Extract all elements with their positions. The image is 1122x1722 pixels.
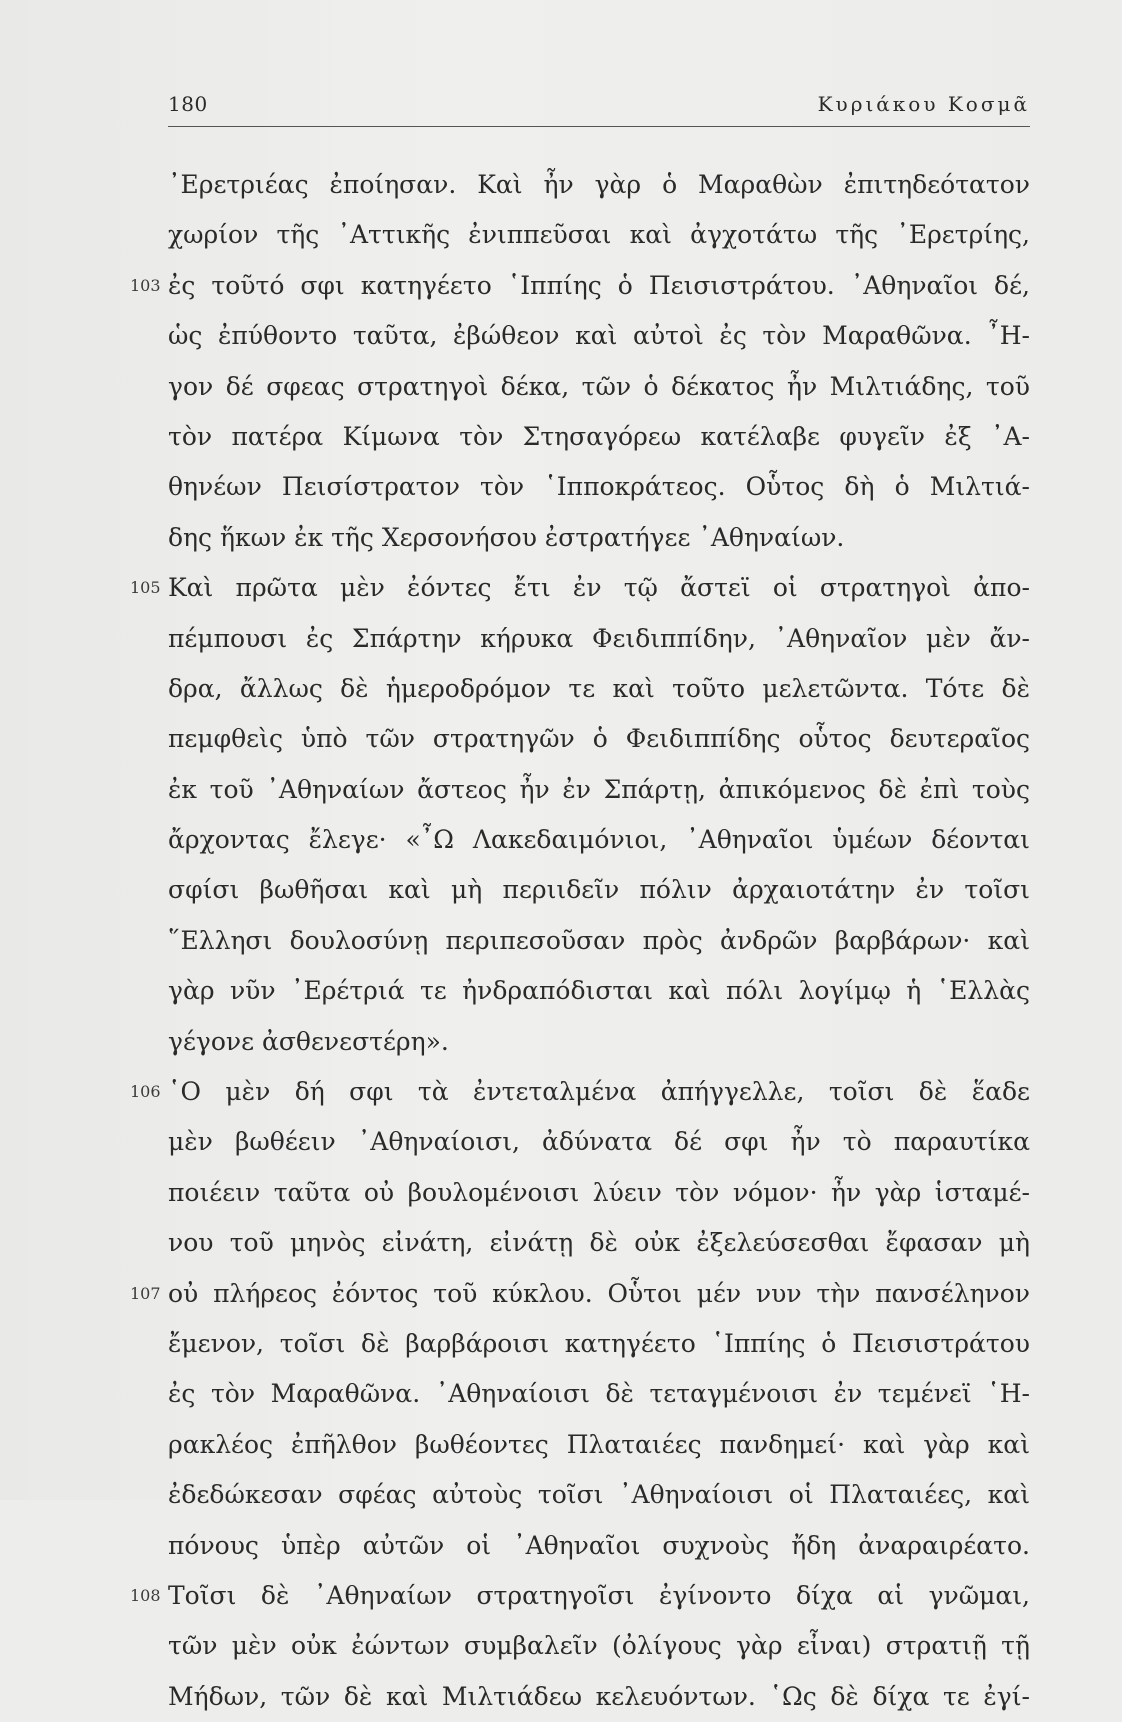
line-text: ἐδεδώκεσαν σφέας αὐτοὺς τοῖσι ᾿Αθηναίοισι οἱ Πλαταιέες, καὶ bbox=[168, 1480, 1030, 1510]
text-line bbox=[168, 1117, 1030, 1167]
line-text: ἐς τοῦτό σφι κατηγέετο ῾Ιππίης ὁ Πεισιστράτου. ᾿Αθηναῖοι δέ, bbox=[168, 270, 1030, 300]
line-text: δης ἥκων ἐκ τῆς Χερσονήσου ἐστρατήγεε ᾿Αθηναίων. bbox=[168, 522, 845, 552]
text-line bbox=[130, 1067, 1030, 1117]
line-text: ἐς τὸν Μαραθῶνα. ᾿Αθηναίοισι δὲ τεταγμένοισι ἐν τεμένεϊ ῾Η- bbox=[168, 1379, 1030, 1409]
text-line bbox=[168, 1017, 1030, 1067]
text-line bbox=[168, 1621, 1030, 1671]
section-number: 107 bbox=[130, 1283, 161, 1303]
running-head: Κυριάκου Κοσμᾶ bbox=[817, 92, 1030, 116]
text-line bbox=[168, 1672, 1030, 1722]
line-text: σφίσι βωθῆσαι καὶ μὴ περιιδεῖν πόλιν ἀρχαιοτάτην ἐν τοῖσι bbox=[168, 875, 1030, 905]
text-line bbox=[168, 362, 1030, 412]
section-number: 108 bbox=[130, 1585, 161, 1605]
line-text: τῶν μὲν οὐκ ἐώντων συμβαλεῖν (ὀλίγους γὰρ εἶναι) στρατιῇ τῇ bbox=[168, 1631, 1030, 1661]
line-text: ὡς ἐπύθοντο ταῦτα, ἐβώθεον καὶ αὐτοὶ ἐς τὸν Μαραθῶνα. ῏Η- bbox=[168, 321, 1030, 351]
line-text: ἐκ τοῦ ᾿Αθηναίων ἄστεος ἦν ἐν Σπάρτῃ, ἀπικόμενος δὲ ἐπὶ τοὺς bbox=[168, 774, 1030, 804]
text-line bbox=[168, 765, 1030, 815]
text-line bbox=[168, 815, 1030, 865]
line-text: γὰρ νῦν ᾿Ερέτριά τε ἠνδραπόδισται καὶ πόλι λογίμῳ ἡ ῾Ελλὰς bbox=[168, 976, 1030, 1006]
text-line bbox=[168, 462, 1030, 512]
text-line bbox=[168, 664, 1030, 714]
line-text: ἄρχοντας ἔλεγε· «῏Ω Λακεδαιμόνιοι, ᾿Αθηναῖοι ὑμέων δέονται bbox=[168, 825, 1030, 855]
line-text: τὸν πατέρα Κίμωνα τὸν Στησαγόρεω κατέλαβε φυγεῖν ἐξ ᾿Α- bbox=[168, 421, 1030, 451]
text-line bbox=[168, 1521, 1030, 1571]
line-text: γέγονε ἀσθενεστέρη». bbox=[168, 1026, 449, 1056]
line-text: πεμφθεὶς ὑπὸ τῶν στρατηγῶν ὁ Φειδιππίδης οὗτος δευτεραῖος bbox=[168, 724, 1030, 754]
text-line bbox=[168, 1470, 1030, 1520]
text-line bbox=[168, 1420, 1030, 1470]
line-text: Καὶ πρῶτα μὲν ἐόντες ἔτι ἐν τῷ ἄστεϊ οἱ στρατηγοὶ ἀπο- bbox=[168, 573, 1030, 603]
text-line bbox=[168, 160, 1030, 210]
page-header bbox=[168, 92, 1030, 122]
line-text: ᾿Ερετριέας ἐποίησαν. Καὶ ἦν γὰρ ὁ Μαραθὼν ἐπιτηδεότατον bbox=[168, 170, 1030, 199]
line-text: μὲν βωθέειν ᾿Αθηναίοισι, ἀδύνατα δέ σφι ἦν τὸ παραυτίκα bbox=[168, 1127, 1030, 1157]
text-line bbox=[168, 1319, 1030, 1369]
line-text: θηνέων Πεισίστρατον τὸν ῾Ιπποκράτεος. Οὗτος δὴ ὁ Μιλτιά- bbox=[168, 472, 1030, 502]
page-number: 180 bbox=[168, 92, 208, 116]
line-text: Μήδων, τῶν δὲ καὶ Μιλτιάδεω κελευόντων. ῾Ως δὲ δίχα τε ἐγί- bbox=[168, 1681, 1030, 1711]
line-text: δρα, ἄλλως δὲ ἡμεροδρόμον τε καὶ τοῦτο μελετῶντα. Τότε δὲ bbox=[168, 673, 1030, 703]
line-text: πόνους ὑπὲρ αὐτῶν οἱ ᾿Αθηναῖοι συχνοὺς ἤδη ἀναραιρέατο. bbox=[168, 1530, 1030, 1560]
text-line bbox=[168, 865, 1030, 915]
text-line bbox=[130, 1269, 1030, 1319]
text-line bbox=[168, 966, 1030, 1016]
text-line bbox=[168, 513, 1030, 563]
line-text: νου τοῦ μηνὸς εἰνάτη, εἰνάτῃ δὲ οὐκ ἐξελεύσεσθαι ἔφασαν μὴ bbox=[168, 1228, 1030, 1258]
text-line bbox=[130, 563, 1030, 613]
text-line bbox=[168, 412, 1030, 462]
line-text: χωρίον τῆς ᾿Αττικῆς ἐνιππεῦσαι καὶ ἀγχοτάτω τῆς ᾿Ερετρίης, bbox=[168, 220, 1030, 250]
text-line bbox=[130, 1571, 1030, 1621]
text-line bbox=[168, 916, 1030, 966]
line-text: οὐ πλήρεος ἐόντος τοῦ κύκλου. Οὗτοι μέν νυν τὴν πανσέληνον bbox=[168, 1278, 1030, 1308]
line-text: ρακλέος ἐπῆλθον βωθέοντες Πλαταιέες πανδημεί· καὶ γὰρ καὶ bbox=[168, 1429, 1030, 1459]
section-number: 105 bbox=[130, 578, 161, 598]
section-number: 103 bbox=[130, 275, 161, 295]
text-line bbox=[168, 614, 1030, 664]
line-text: πέμπουσι ἐς Σπάρτην κήρυκα Φειδιππίδην, ᾿Αθηναῖον μὲν ἄν- bbox=[168, 623, 1030, 653]
body-text bbox=[130, 160, 1030, 1722]
text-line bbox=[168, 1168, 1030, 1218]
text-line bbox=[168, 714, 1030, 764]
text-line bbox=[130, 261, 1030, 311]
line-text: Τοῖσι δὲ ᾿Αθηναίων στρατηγοῖσι ἐγίνοντο δίχα αἱ γνῶμαι, bbox=[168, 1580, 1030, 1610]
line-text: ἔμενον, τοῖσι δὲ βαρβάροισι κατηγέετο ῾Ιππίης ὁ Πεισιστράτου bbox=[168, 1328, 1030, 1358]
section-number: 106 bbox=[130, 1082, 161, 1102]
text-line bbox=[168, 311, 1030, 361]
line-text: γον δέ σφεας στρατηγοὶ δέκα, τῶν ὁ δέκατος ἦν Μιλτιάδης, τοῦ bbox=[168, 371, 1030, 401]
header-rule bbox=[168, 126, 1030, 127]
line-text: ποιέειν ταῦτα οὐ βουλομένοισι λύειν τὸν νόμον· ἦν γὰρ ἱσταμέ- bbox=[168, 1177, 1030, 1207]
text-line bbox=[168, 1369, 1030, 1419]
text-line bbox=[168, 1218, 1030, 1268]
text-line bbox=[168, 210, 1030, 260]
line-text: ῞Ελλησι δουλοσύνῃ περιπεσοῦσαν πρὸς ἀνδρῶν βαρβάρων· καὶ bbox=[168, 925, 1030, 955]
line-text: ῾Ο μὲν δή σφι τὰ ἐντεταλμένα ἀπήγγελλε, τοῖσι δὲ ἕαδε bbox=[168, 1077, 1030, 1107]
